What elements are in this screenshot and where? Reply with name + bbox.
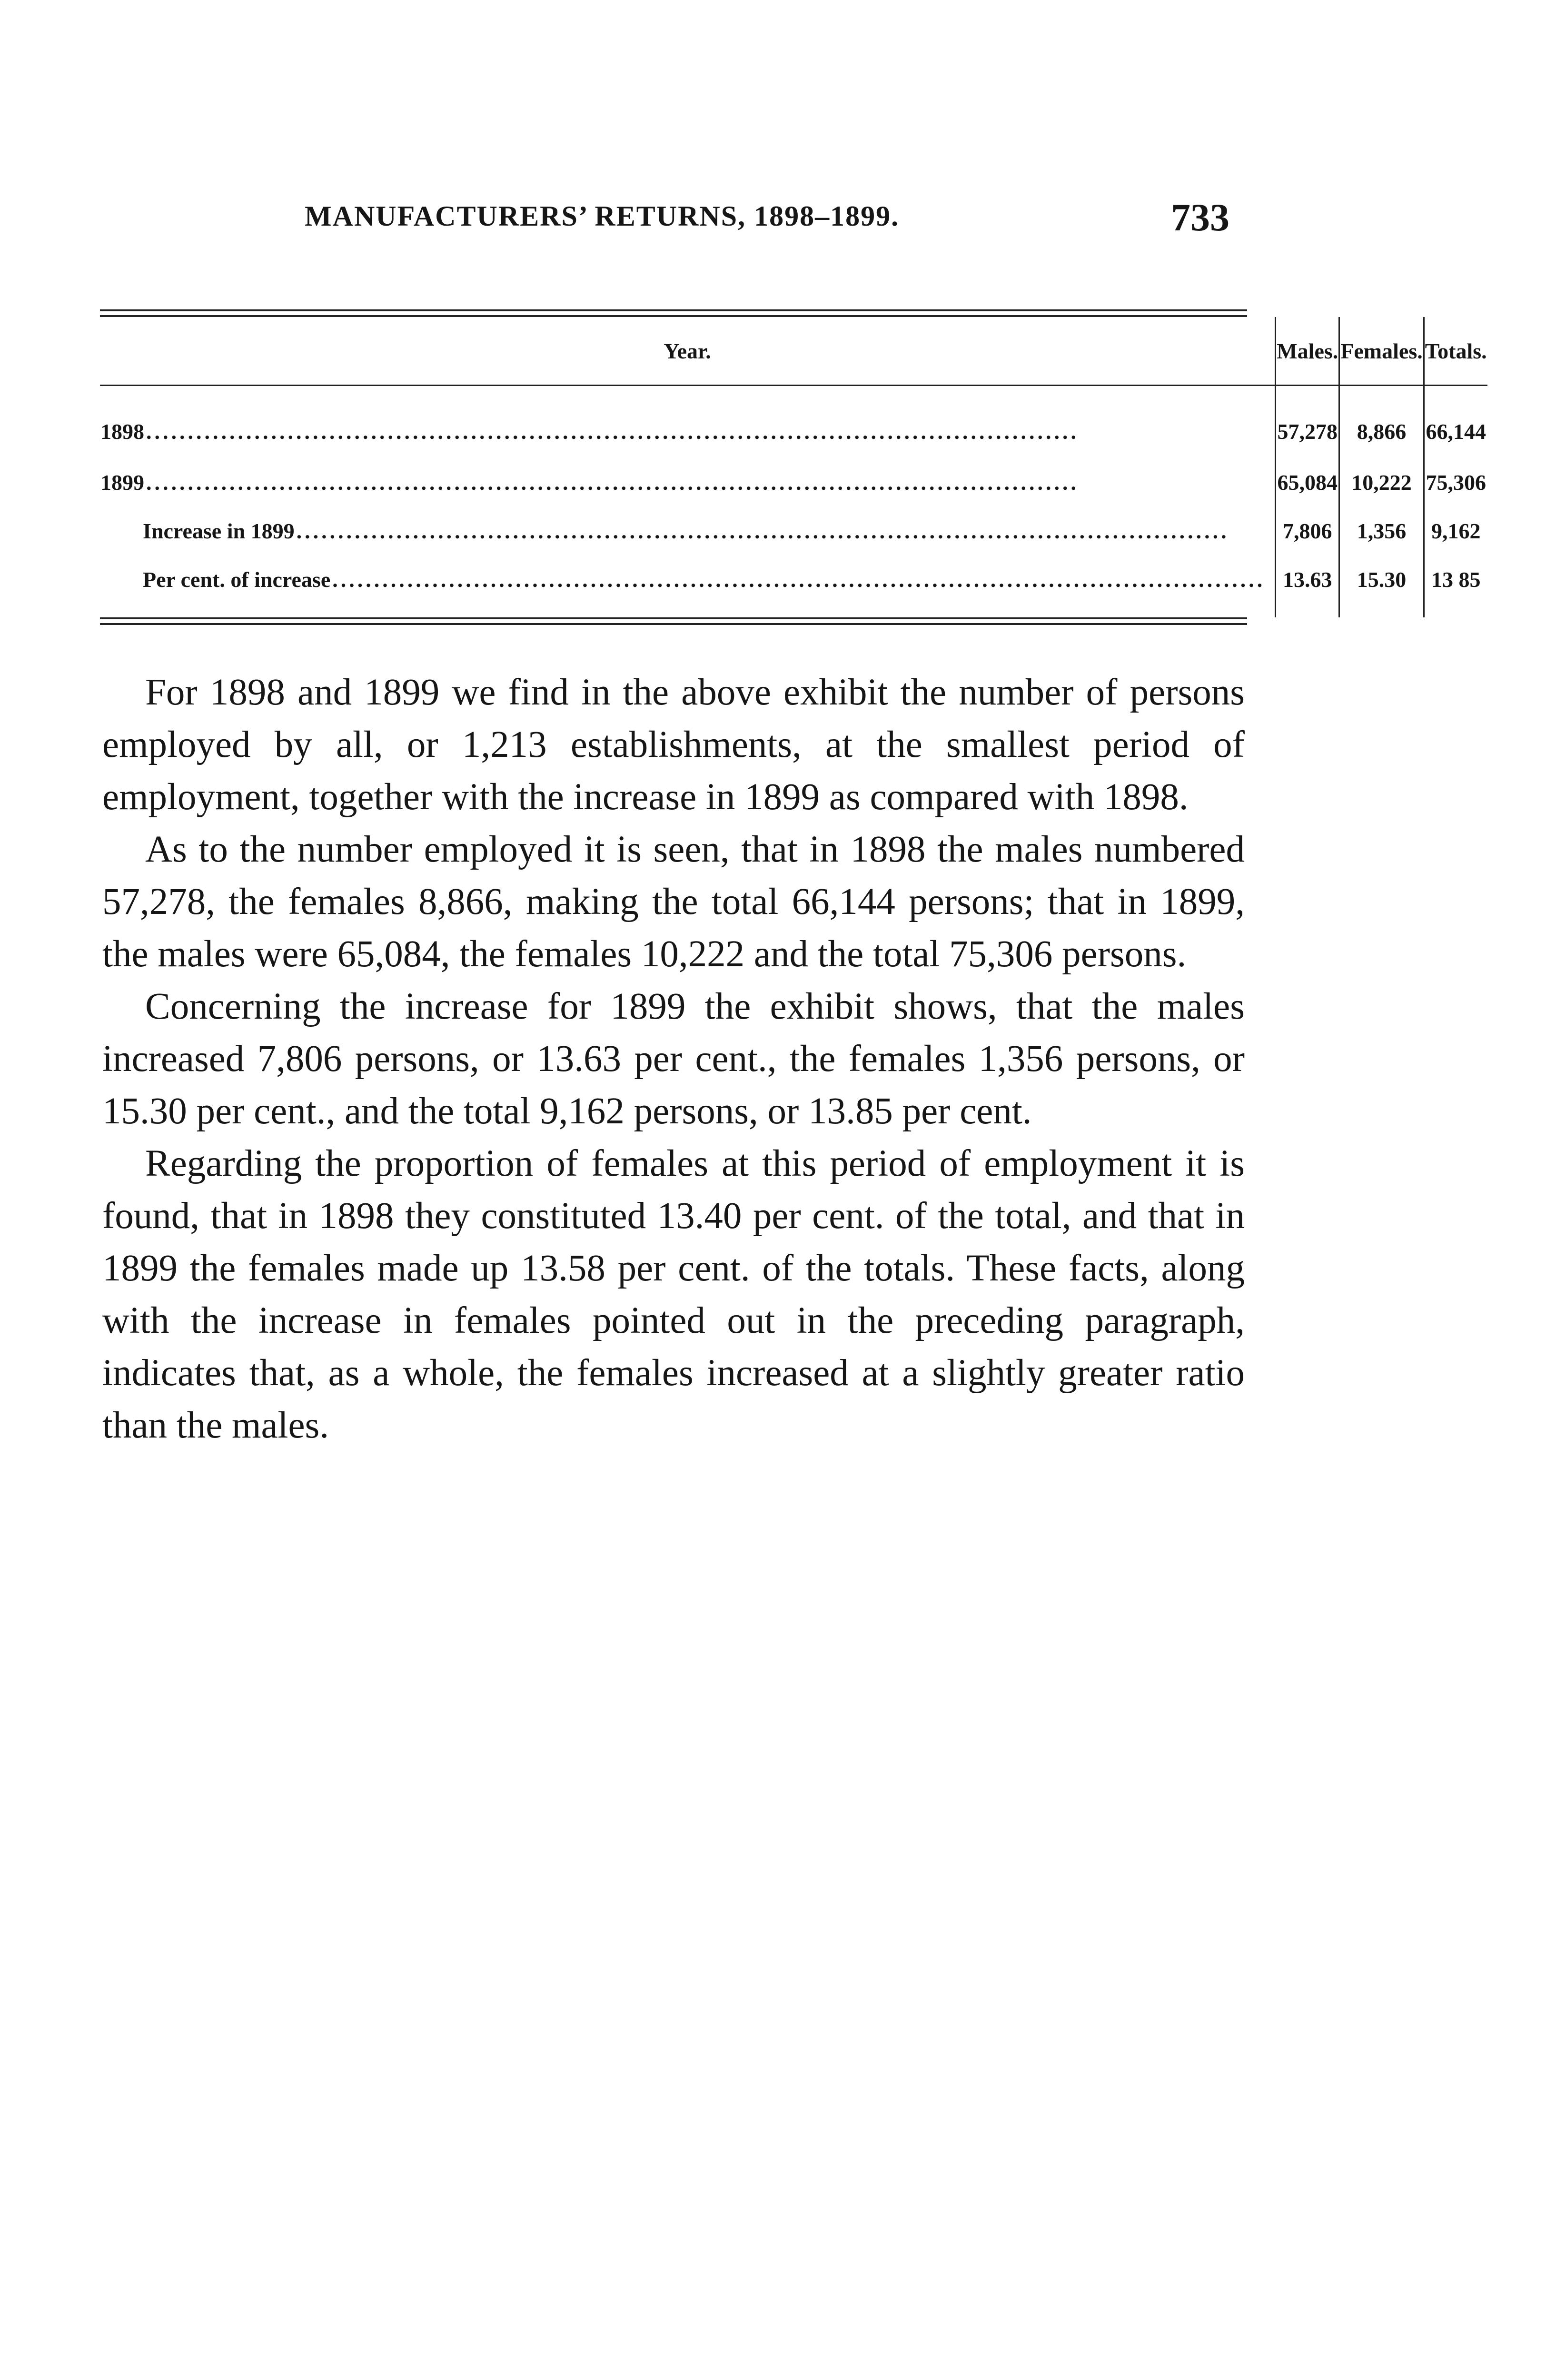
row-label: 1899: [100, 470, 144, 495]
table-header-row: [100, 317, 1487, 386]
table-top-rule: [100, 309, 1247, 317]
row-label: Per cent. of increase: [143, 567, 331, 592]
page-number: 733: [1171, 196, 1229, 239]
running-header: MANUFACTURERS’ RETURNS, 1898–1899.: [305, 200, 900, 232]
row-label-cell: [100, 458, 1276, 506]
paragraph: Regarding the proportion of females at this period of employment it is found, that in 1898 they constituted 13.40 per cent. of the total, and that in 1899 the females made up 13.58 per cent. of the totals. These facts, along with the increase in females pointed out in the preceding paragraph, indicates that, as a whole, the females increased at a slightly greater ratio than the males.: [102, 1143, 1245, 1446]
cell-females: 15.30: [1339, 555, 1424, 617]
column-header-females: Females.: [1339, 317, 1424, 386]
table-row: [100, 555, 1487, 617]
table-row: [100, 506, 1487, 555]
cell-females: 1,356: [1339, 506, 1424, 555]
row-label: 1898: [100, 419, 144, 444]
leader-dots: ................................................................................................................: [332, 567, 1266, 592]
cell-totals: 75,306: [1424, 458, 1487, 506]
row-label: Increase in 1899: [143, 518, 295, 543]
cell-males: 65,084: [1276, 458, 1339, 506]
column-header-totals: Totals.: [1424, 317, 1487, 386]
table-row: [100, 386, 1487, 458]
cell-totals: 9,162: [1424, 506, 1487, 555]
employment-data-table: [100, 317, 1487, 617]
table-bottom-rule: [100, 617, 1247, 625]
row-label-cell: [100, 506, 1276, 555]
paragraph: Concerning the increase for 1899 the exhibit shows, that the males increased 7,806 persons, or 13.63 per cent., the females 1,356 persons, or 15.30 per cent., and the total 9,162 persons, or 13.85 per cent.: [102, 986, 1245, 1132]
cell-totals: 66,144: [1424, 386, 1487, 458]
leader-dots: ................................................................................................................: [296, 518, 1229, 543]
leader-dots: ................................................................................................................: [146, 419, 1079, 444]
cell-females: 8,866: [1339, 386, 1424, 458]
cell-males: 13.63: [1276, 555, 1339, 617]
paragraph: For 1898 and 1899 we find in the above exhibit the number of persons employed by all, or 1,213 establishments, at the smallest period of employment, together with the increase in 1899 as compared with 1898.: [102, 672, 1245, 818]
paragraph: As to the number employed it is seen, that in 1898 the males numbered 57,278, the females 8,866, making the total 66,144 persons; that in 1899, the males were 65,084, the females 10,222 and the total 75,306 persons.: [102, 829, 1245, 975]
employment-table: [100, 309, 1487, 625]
column-header-year: Year.: [100, 317, 1276, 386]
body-text: [102, 666, 1245, 1452]
cell-females: 10,222: [1339, 458, 1424, 506]
column-header-males: Males.: [1276, 317, 1339, 386]
row-label-cell: [100, 386, 1276, 458]
row-label-cell: [100, 555, 1276, 617]
cell-totals: 13 85: [1424, 555, 1487, 617]
table-row: [100, 458, 1487, 506]
leader-dots: ................................................................................................................: [146, 470, 1079, 495]
cell-males: 57,278: [1276, 386, 1339, 458]
cell-males: 7,806: [1276, 506, 1339, 555]
